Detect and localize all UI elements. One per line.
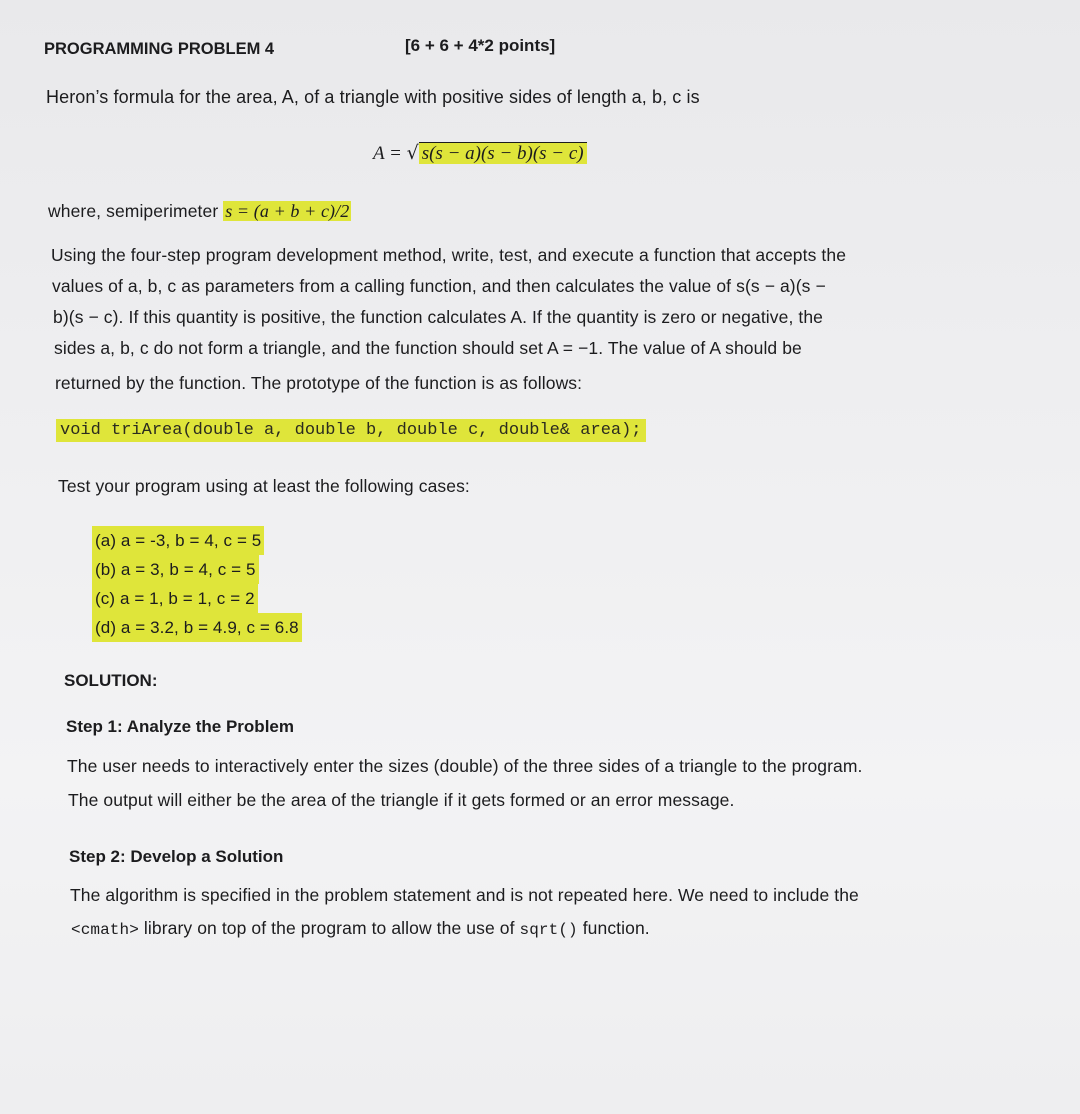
- problem-title: PROGRAMMING PROBLEM 4: [44, 40, 275, 58]
- test-case-d: (d) a = 3.2, b = 4.9, c = 6.8: [92, 613, 302, 642]
- task-line-5: returned by the function. The prototype of the function is as follows:: [55, 373, 583, 393]
- step2-line-1: The algorithm is specified in the problem statement and is not repeated here. We need to include the: [70, 885, 859, 905]
- test-case-a: (a) a = -3, b = 4, c = 5: [92, 526, 264, 555]
- formula-radicand: s(s − a)(s − b)(s − c): [419, 142, 587, 164]
- step2-line-2-mid: library on top of the program to allow the use of: [138, 918, 520, 938]
- semiperimeter-label: where, semiperimeter: [48, 201, 224, 221]
- function-prototype: void triArea(double a, double b, double c, double& area);: [56, 419, 646, 442]
- intro-text: Heron’s formula for the area, A, of a triangle with positive sides of length a, b, c is: [46, 87, 700, 107]
- heron-formula: [373, 142, 587, 165]
- task-line-3: b)(s − c). If this quantity is positive, the function calculates A. If the quantity is zero or negative, the: [53, 307, 824, 327]
- test-case-c: (c) a = 1, b = 1, c = 2: [92, 584, 258, 613]
- step2-line-2: [71, 918, 650, 939]
- tests-intro: Test your program using at least the following cases:: [58, 476, 470, 496]
- task-line-4: sides a, b, c do not form a triangle, and the function should set A = −1. The value of A should be: [54, 338, 802, 358]
- sqrt-sign: √: [406, 142, 419, 164]
- step1-line-2: The output will either be the area of the triangle if it gets formed or an error message.: [68, 790, 735, 810]
- semiperimeter-expr: s = (a + b + c)/2: [225, 201, 350, 221]
- cmath-code: <cmath>: [71, 921, 139, 939]
- test-case-b: (b) a = 3, b = 4, c = 5: [92, 555, 259, 584]
- solution-heading: SOLUTION:: [64, 671, 158, 690]
- semiperimeter-line: [48, 201, 351, 222]
- sqrt-code: sqrt(): [519, 921, 578, 939]
- formula-lhs: A =: [373, 143, 407, 164]
- task-line-1: Using the four-step program development method, write, test, and execute a function that accepts the: [51, 245, 847, 265]
- step1-line-1: The user needs to interactively enter the sizes (double) of the three sides of a triangle to the program.: [67, 756, 863, 776]
- step2-heading: Step 2: Develop a Solution: [69, 847, 284, 866]
- test-cases: [92, 526, 302, 642]
- task-line-2: values of a, b, c as parameters from a calling function, and then calculates the value of s(s − a)(s −: [52, 276, 826, 296]
- problem-points: [6 + 6 + 4*2 points]: [405, 36, 556, 55]
- step2-line-2-end: function.: [577, 918, 650, 938]
- step1-heading: Step 1: Analyze the Problem: [66, 717, 294, 736]
